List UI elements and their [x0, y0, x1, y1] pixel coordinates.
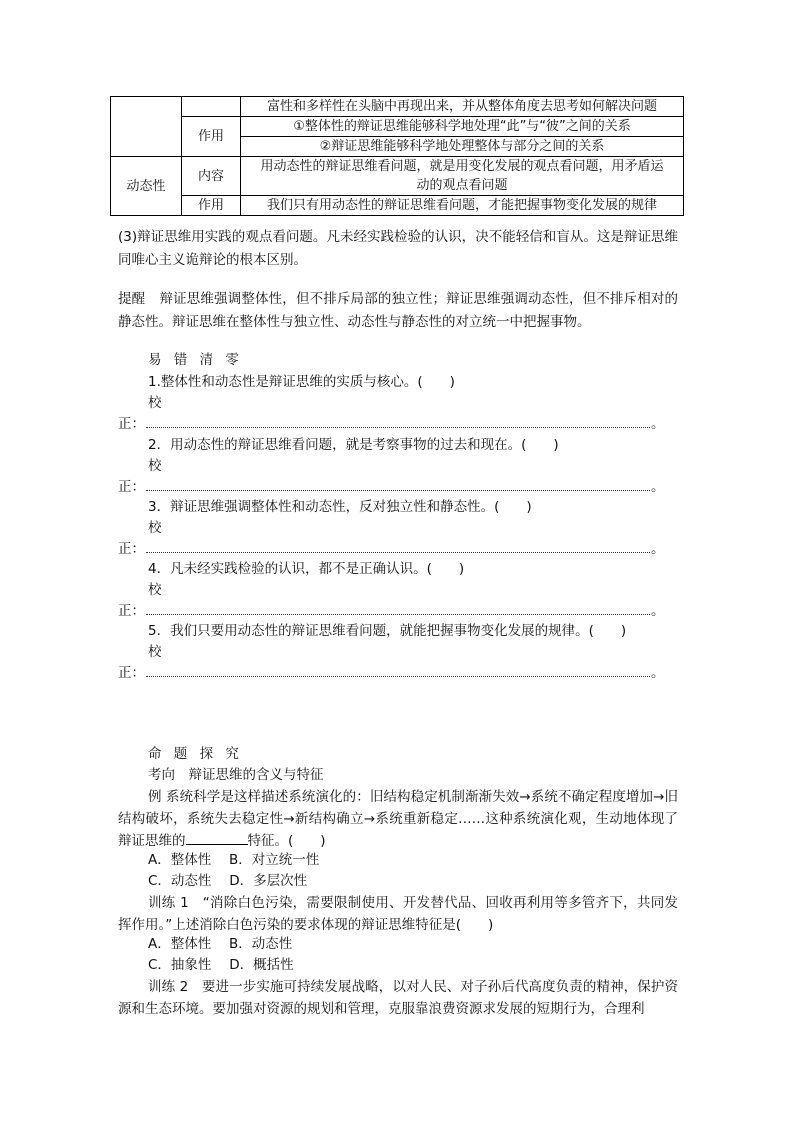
- correction-label-bottom: 正：: [118, 603, 145, 619]
- correction-label-top: 校: [148, 395, 162, 411]
- table-cell-empty: [111, 97, 182, 157]
- table-cell-line: ②辩证思维能够科学地处理整体与部分之间的关系: [319, 139, 605, 154]
- table-cell-line: ①整体性的辩证思维能够科学地处理“此”与“彼”之间的关系: [293, 119, 631, 134]
- correction-line[interactable]: [146, 490, 650, 491]
- feature-table: [110, 96, 684, 216]
- table-row: [111, 117, 684, 137]
- correction-label-top: 校: [148, 644, 162, 660]
- example-text-end: 特征。( ): [247, 833, 326, 849]
- exam-direction: 考向 辩证思维的含义与特征: [148, 767, 324, 783]
- table-cell: [241, 157, 684, 196]
- correction-label-top: 校: [148, 520, 162, 536]
- table-cell: [241, 117, 684, 137]
- end-mark: 。: [651, 665, 665, 681]
- table-cell-empty: [182, 97, 241, 117]
- correction-label-bottom: 正：: [118, 416, 145, 432]
- correction-label-bottom: 正：: [118, 541, 145, 557]
- training-1-options-row: C．抽象性 D．概括性: [148, 957, 294, 973]
- correction-line[interactable]: [146, 676, 650, 677]
- table-cell-line: 动的观点看问题: [416, 178, 508, 193]
- correction-label-bottom: 正：: [118, 665, 145, 681]
- correction-label-top: 校: [148, 582, 162, 598]
- example-question: [118, 786, 678, 852]
- table-cell-line: 用动态性的辩证思维看问题，就是用变化发展的观点看问题，用矛盾运: [260, 159, 664, 174]
- section-heading-errors: 易 错 清 零: [148, 352, 243, 368]
- table-cell: 富性和多样性在头脑中再现出来，并从整体角度去思考如何解决问题: [241, 97, 684, 117]
- section-heading-inquiry: 命 题 探 究: [148, 746, 243, 762]
- table-cell: 我们只有用动态性的辩证思维看问题，才能把握事物变化发展的规律: [241, 196, 684, 216]
- example-options-row: A．整体性 B．对立统一性: [148, 852, 320, 868]
- error-item: 4．凡未经实践检验的认识，都不是正确认识。( ): [148, 561, 465, 577]
- end-mark: 。: [651, 603, 665, 619]
- training-2-question: 训练 2 要进一步实施可持续发展战略，以对人民、对子孙后代高度负责的精神，保护资源和生态环境。要加强对资源的规划和管理，克服靠浪费资源求发展的短期行为，合理利: [118, 979, 678, 1017]
- end-mark: 。: [651, 416, 665, 432]
- correction-label-top: 校: [148, 458, 162, 474]
- table-cell-label: 作用: [182, 196, 241, 216]
- correction-label-bottom: 正：: [118, 479, 145, 495]
- correction-line[interactable]: [146, 427, 650, 428]
- error-item: 1.整体性和动态性是辩证思维的实质与核心。( ): [148, 374, 455, 390]
- error-item: 5．我们只要用动态性的辩证思维看问题，就能把握事物变化发展的规律。( ): [148, 623, 627, 639]
- reminder-paragraph: [118, 288, 678, 334]
- error-item: 2．用动态性的辩证思维看问题，就是考察事物的过去和现在。( ): [148, 437, 559, 453]
- correction-line[interactable]: [146, 552, 650, 553]
- end-mark: 。: [651, 541, 665, 557]
- table-row: [111, 196, 684, 216]
- table-row: [111, 97, 684, 117]
- training-1-question: 训练 1 “消除白色污染，需要限制使用、开发替代品、回收再利用等多管齐下，共同发挥作用。”上述消除白色污染的要求体现的辩证思维特征是( ): [118, 895, 678, 933]
- answer-blank[interactable]: [186, 830, 248, 845]
- table-cell-category: 动态性: [111, 157, 182, 216]
- error-item: 3．辩证思维强调整体性和动态性，反对独立性和静态性。( ): [148, 499, 532, 515]
- example-options-row: C．动态性 D．多层次性: [148, 873, 308, 889]
- point-3-paragraph: (3)辩证思维用实践的观点看问题。凡未经实践检验的认识，决不能轻信和盲从。这是辩证思维同唯心主义诡辩论的根本区别。: [118, 229, 678, 268]
- table-cell-label: 内容: [182, 157, 241, 196]
- correction-line[interactable]: [146, 614, 650, 615]
- reminder-text: 辩证思维强调整体性，但不排斥局部的独立性；辩证思维强调动态性，但不排斥相对的静态性。辩证思维在整体性与独立性、动态性与静态性的对立统一中把握事物。: [118, 291, 679, 330]
- table-row: [111, 157, 684, 196]
- example-text: 例 系统科学是这样描述系统演化的：旧结构稳定机制渐渐失效→系统不确定程度增加→旧结构破坏，系统失去稳定性→新结构确立→系统重新稳定……这种系统演化观，生动地体现了辩证思维的: [118, 789, 678, 849]
- training-1-options-row: A．整体性 B．动态性: [148, 936, 293, 952]
- end-mark: 。: [651, 479, 665, 495]
- table-cell-label: 作用: [182, 117, 241, 157]
- table-cell: [241, 137, 684, 157]
- reminder-label: 提醒: [118, 291, 146, 307]
